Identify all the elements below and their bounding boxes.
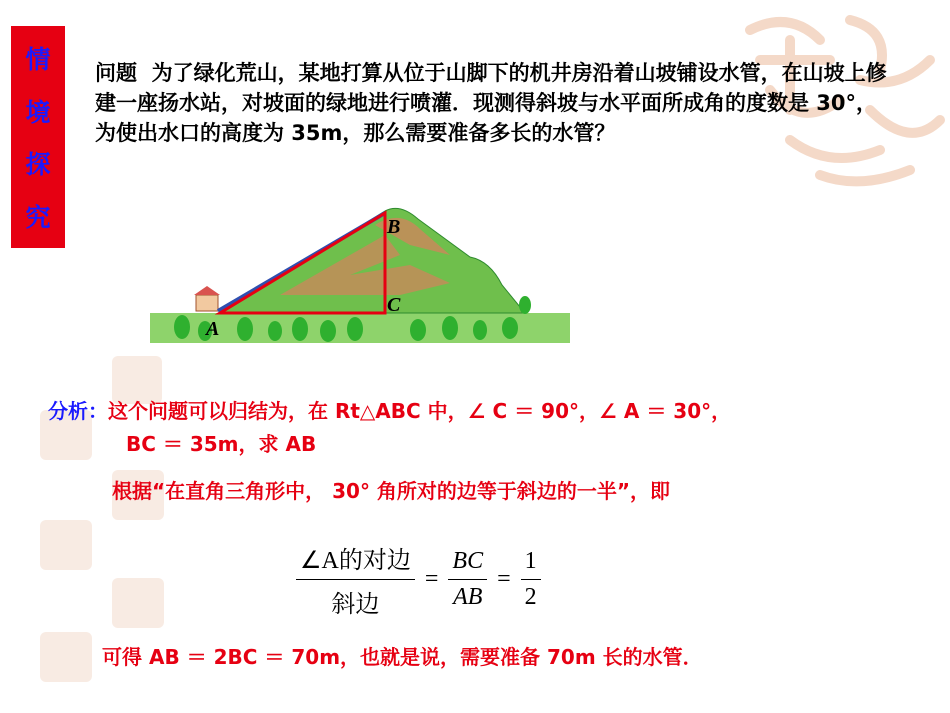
fraction-angle [296,540,415,619]
fraction-denominator: AB [453,584,483,610]
label-a: A [206,318,220,340]
tag-char: 境 [25,97,51,127]
ratio-formula [296,540,541,619]
mountain-diagram [150,195,580,365]
label-b: B [387,216,401,238]
decorative-seal-small [112,578,164,628]
house [194,286,220,311]
analysis-block [48,395,928,461]
fraction-sides [448,548,487,611]
analysis-line2: BC ＝ 35m，求 AB [126,432,317,456]
decorative-seal-small [40,632,92,682]
tag-char: 究 [25,202,51,232]
conclusion-text: 可得 AB ＝ 2BC ＝ 70m，也就是说，需要准备 70m 长的水管． [102,645,703,669]
analysis-lead: 分析： [48,399,108,423]
label-c: C [387,294,401,316]
fraction-denominator: 2 [524,584,537,610]
fraction-numerator: BC [448,548,487,580]
fraction-numerator: ∠A的对边 [296,540,415,580]
problem-text: 为了绿化荒山，某地打算从位于山脚下的机井房沿着山坡铺设水管，在山坡上修建一座扬水站，对坡面的绿地进行喷灌．现测得斜坡与水平面所成角的度数是 30°，为使出水口的高度为 35m，那么需要准备多长的水管？ [95,61,887,145]
tag-char: 情 [25,45,51,75]
analysis-line1: 这个问题可以归结为，在 Rt△ABC 中，∠ C ＝ 90°，∠ A ＝ 30°， [108,399,732,423]
decorative-seal-small [40,520,92,570]
fraction-denominator: 斜边 [331,592,380,618]
tag-char: 探 [25,150,51,180]
problem-statement [95,58,895,148]
equals-sign: = [424,566,439,592]
basis-text: 根据“在直角三角形中， 30° 角所对的边等于斜边的一半”，即 [112,479,671,503]
equals-sign: = [497,566,511,592]
problem-label: 问题 [95,61,137,85]
section-tag [11,26,65,248]
fraction-half [521,548,541,611]
fraction-numerator: 1 [521,548,541,580]
